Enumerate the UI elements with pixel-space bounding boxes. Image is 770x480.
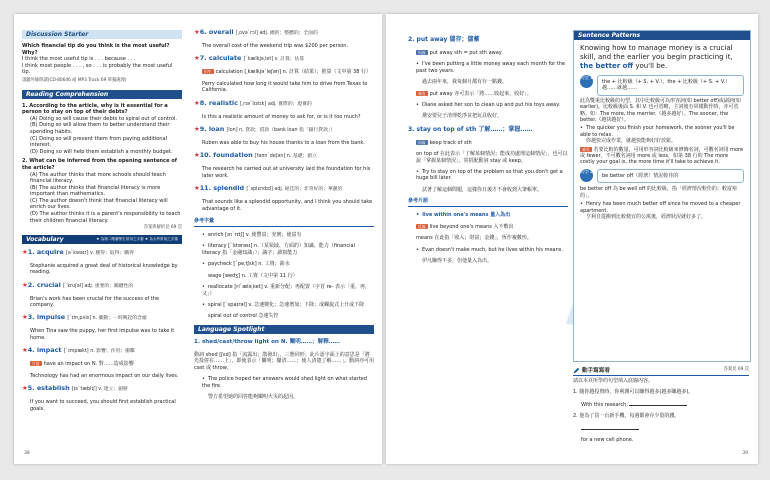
- reference-words-title: 參考字彙: [194, 218, 215, 225]
- intro-text-end: you'll be.: [633, 62, 668, 70]
- spotlight-desc: 動詞 shed [ʃɛd] 指「流露出；散發出」，三態同形；此片語字面上的意思是「將光投射在……上」，即使表示「闡明；釐清……；使人清楚了解……」。動詞亦可用 cast 或 throw。: [194, 351, 375, 371]
- supplement-tag: 補充: [582, 146, 590, 152]
- ref-phrase-example-zh: 伊凡賺得不多，但他量入為出。: [422, 257, 493, 264]
- exercise-instruction: 請以本頁所學的句型填入底線內容。: [573, 378, 654, 384]
- language-spotlight-header: Language Spotlight: [194, 325, 374, 334]
- discussion-starter-header: Discussion Starter: [22, 30, 182, 39]
- sentence-patterns-header: Sentence Patterns: [574, 31, 750, 40]
- entry-number: 6.: [199, 28, 207, 36]
- star-icon: ★: [194, 151, 200, 160]
- reference-word: • enrich [ɪnˋrɪtʃ] v. 使豐富；充實；使富有: [194, 232, 374, 238]
- reference-word: wage [wedʒ] n. 工資（文中第 11 行）: [208, 272, 298, 279]
- pencil-icon: [573, 367, 580, 374]
- entry-pos: [lon] n. 貸款；借款（bank loan 指「銀行貸款」）: [226, 128, 336, 134]
- reading-answer-ref: 答案與解析見 69 頁: [143, 225, 182, 231]
- ref-phrase: • live within one's means 量入為出: [408, 212, 568, 218]
- pattern-1-example: • The quicker you finish your homework, the sooner you'll be able to relax.: [580, 125, 744, 138]
- entry-word: foundation: [213, 151, 253, 160]
- star-icon: ★: [194, 125, 200, 134]
- entry-phrase: calculation [ˌkælkjəˋleʃən] n. 計算（結果）；推算（文中第 38 行）: [215, 69, 372, 76]
- putaway-line-2: put away 亦可表示「將……收起來，收好」。: [429, 90, 532, 97]
- entry-number: 1.: [27, 247, 35, 256]
- entry-pos: [ˌovəˋrɔl] adj. 總的；整體的；全面的: [235, 31, 318, 36]
- entry-number: 4.: [27, 346, 35, 355]
- entry-word: realistic: [208, 98, 238, 107]
- stayontop-example: • Try to stay on top of the problem so that you don't get a huge bill later.: [408, 169, 568, 182]
- spotlight-example: • The police hoped her answers would shed light on what started the fire.: [194, 376, 374, 389]
- vocab-entry-6: [194, 28, 374, 49]
- entry-pos: [faʊnˋdeʃən] n. 基礎；創立: [254, 154, 317, 160]
- reading-question-2: 2. What can be inferred from the opening sentence of the article?: [22, 158, 178, 171]
- vocab-entry-3: [22, 313, 182, 341]
- entry-example: When Tina saw the puppy, her first impulse was to take it home.: [30, 328, 175, 341]
- q1-option-a: (A) Doing so will cause their debts to spiral out of control.: [30, 115, 177, 122]
- star-icon: ★: [22, 280, 28, 289]
- spotlight-phrase: 1. shed/cast/throw light on N. 闡明……；解釋……: [194, 339, 340, 346]
- intro-highlight: the better off: [580, 62, 634, 70]
- entry-word: impulse: [36, 313, 66, 322]
- reading-question-1: 1. According to the article, why is it essential for a person to stay on top of their debts?: [22, 102, 168, 116]
- entry-pos: [ˋkælkjəˌlet] v. 計算；估算: [243, 57, 305, 63]
- reference-word: spiral out of control 急速失控: [208, 313, 279, 320]
- entry-example: The overall cost of the weekend trip was $200 per person.: [202, 43, 349, 49]
- sentence-patterns-box: [573, 30, 751, 362]
- vocab-entry-9: [194, 125, 374, 146]
- ref-phrase-desc: means 在此指「收入；財富；金錢」，恆作複數形。: [416, 235, 532, 242]
- star-icon: ★: [22, 346, 28, 355]
- entry-pos: [ˋsplɛndɪd] adj. 絕佳的；非常好的；華麗的: [246, 187, 343, 193]
- exercise-title-text: 動手寫寫看: [581, 368, 610, 374]
- entry-word: acquire: [36, 247, 64, 256]
- derivative-tag: 衍生: [204, 69, 212, 75]
- entry-example: The research he carried out at university laid the foundation for his later work.: [202, 166, 371, 179]
- star-icon: ★: [22, 313, 28, 322]
- entry-example: Brian's work has been crucial for the success of the company.: [30, 295, 160, 309]
- q2-option-b: (B) The author thinks that financial literacy is more important than mathematics.: [30, 184, 161, 198]
- exercise-q2: 2. 他為了買一台新手機，每週都會存少量的錢。: [573, 413, 680, 420]
- q1-option-b: (B) Doing so will allow them to better understand their spending habits.: [30, 122, 170, 135]
- pattern-2-example-zh: 亨利自從搬到比較便宜的公寓後，經濟狀況就好多了。: [586, 213, 707, 220]
- discussion-question: Which financial tip do you think is the most useful? Why?: [22, 43, 170, 56]
- vocab-entry-4: [22, 346, 182, 379]
- star-icon: ★: [22, 247, 28, 256]
- reference-word: • spiral [ˋspaɪrəl] v. 急速變化；急速增加；下降；成螺旋式上升或下降: [194, 302, 374, 308]
- entry-example: Ruben was able to buy his house thanks to a loan from the bank.: [202, 140, 365, 147]
- q2-option-d: (D) The author thinks it is a parent's responsibility to teach their children financial literacy.: [30, 211, 181, 224]
- star-icon: ★: [194, 184, 200, 193]
- star-icon: ★: [194, 28, 200, 36]
- pattern-1-formula: the + 比較級（+ S. + V.），the + 比較級（+ S. + V.） 越……就越……: [597, 75, 744, 96]
- entry-word: overall: [208, 28, 234, 36]
- exercise-q2-end: for a new cell phone.: [581, 437, 634, 444]
- pattern-1-note: 若要比較的數量，可用形容詞比較級來修飾名詞，可數名詞用 more 或 fewer，不可數名詞用 more 或 less，如第 38 行的 The more costly your goal is, the more time it'll take to achieve it.: [580, 146, 744, 166]
- pattern-1: [580, 75, 744, 96]
- entry-number: 3.: [27, 313, 35, 322]
- spotlight-example-zh: 警方希望她的回答能夠闡明火災的起因。: [208, 393, 299, 400]
- pattern-2-badge: 句型 2: [580, 169, 593, 182]
- q1-option-d: (D) Doing so will help them establish a monthly budget.: [30, 148, 173, 155]
- vocab-entry-2: [22, 281, 182, 309]
- entry-example: Perry calculated how long it would take him to drive from Texas to California.: [202, 80, 368, 94]
- exercise-title: [573, 366, 610, 374]
- reading-comprehension-header: Reading Comprehension: [22, 90, 182, 99]
- reference-divider: [194, 226, 374, 227]
- vocabulary-title: Vocabulary: [26, 235, 64, 243]
- intro-text: Knowing how to manage money is a crucial skill, and the earlier you begin practicing it,: [580, 44, 733, 61]
- phrase-tag: 片語: [32, 361, 40, 367]
- vocab-entry-10: [194, 151, 374, 179]
- exercise-section: [573, 366, 749, 448]
- discussion-line-2: I think most people . . . , so . . . is probably the most useful tip.: [22, 62, 173, 76]
- right-page-left-column: [408, 30, 568, 269]
- answer-blank-2[interactable]: [581, 425, 639, 430]
- synonym-tag: 同義: [418, 50, 426, 55]
- pattern-2: [580, 169, 744, 183]
- antonym-tag: 反義: [418, 223, 426, 229]
- putaway-example-zh: 過去兩年來，我每個月都有存一點錢。: [422, 79, 508, 86]
- entry-pos: [ˋɪmpækt] n. 影響；作用；衝擊: [63, 349, 135, 355]
- exercise-answer-ref: 答案見 69 頁: [723, 367, 749, 373]
- entry-phrase: have an impact on N. 對……造成影響: [43, 361, 134, 368]
- entry-example: Technology has had an enormous impact on our daily lives.: [30, 372, 179, 379]
- vocabulary-header: [22, 235, 182, 244]
- vocab-entry-8: [194, 99, 374, 120]
- q2-option-a: (A) The author thinks that more schools should teach financial literacy.: [30, 171, 166, 185]
- exercise-q1: 1. 隨你越投資時，你利潤可以賺得越多(越多賺越多)。: [573, 389, 694, 396]
- putaway-example: • I've been putting a little money away each month for the past two years.: [408, 61, 568, 74]
- entry-example: That sounds like a splendid opportunity, and I think you should take advantage of it.: [202, 199, 373, 212]
- supplement-tag: 補充: [418, 90, 426, 96]
- vocab-entry-11: [194, 184, 374, 212]
- discussion-line-1: I think the most useful tip is . . . because . . .: [22, 56, 136, 63]
- pattern-1-example-zh: 你越快完成作業，就越快能夠好好放鬆。: [586, 138, 677, 145]
- pattern-2-desc: be better off 為 be well off 的比較級，指「經濟情況較佳的；較富裕的」。: [580, 186, 737, 199]
- entry-example: Stephanie acquired a great deal of historical knowledge by reading.: [30, 262, 178, 276]
- entry-number: 2.: [27, 280, 35, 289]
- entry-word: calculate: [208, 54, 242, 63]
- vocabulary-legend: ★ 為第二階層學生常用之字彙 ★ 為大考常用之字彙: [96, 236, 178, 241]
- entry-number: 10.: [199, 151, 212, 160]
- entry-example: If you want to succeed, you should first establish practical goals.: [30, 399, 176, 412]
- answer-blank-1[interactable]: [629, 401, 687, 406]
- entry-number: 8.: [199, 98, 207, 107]
- discussion-note: 請聽外師朗讀(CD·80646 或 MP3 Track 69 單獨處理): [22, 77, 127, 83]
- entry-word: loan: [208, 125, 225, 134]
- pattern-1-badge: 句型 1: [580, 75, 593, 88]
- vocab-entry-5: [22, 384, 182, 412]
- synonym-tag: 同義: [418, 139, 426, 145]
- entry-number: 9.: [199, 125, 207, 134]
- star-icon: ★: [194, 98, 200, 107]
- entry-pos: [ɪsˋtæblɪʃ] v. 建立；創辦: [71, 387, 128, 393]
- exercise-header: [573, 366, 749, 376]
- reference-divider: [408, 206, 568, 207]
- entry-number: 11.: [199, 184, 212, 193]
- reference-word: • literacy [ˋlɪtərəsɪ] n.（某領域、方面的）知識、能力（financial literacy 指「金融知識」）；識字；讀寫能力: [194, 243, 374, 256]
- stayontop-line: keep track of sth: [429, 139, 472, 146]
- left-page-right-column: [194, 28, 374, 405]
- reference-word: • reallocate [riˋæləˌket] v. 重新分配；再配置（字首 re- 表示「重，再，又」）: [194, 284, 374, 297]
- entry-number: 5.: [27, 384, 35, 393]
- exercise-q1-prompt: With this research,: [581, 401, 628, 408]
- reference-phrases-title: 參考片語: [408, 198, 429, 205]
- pattern-2-formula: be better off（經濟）情況較佳的: [597, 169, 744, 183]
- left-page: [14, 14, 382, 464]
- putaway-example-2-zh: 黛安要兒子清理乾淨並把玩具收好。: [422, 113, 503, 120]
- vocab-entry-7: [194, 54, 374, 93]
- entry-word: establish: [36, 384, 70, 393]
- page-number-left: 38: [24, 451, 30, 456]
- star-icon: ★: [194, 54, 200, 63]
- left-column: [22, 30, 182, 417]
- putaway-phrase: 2. put away 儲存；儲蓄: [408, 36, 480, 43]
- stayontop-desc: on top of 在此表示「了解某個情況；能成功處理這個情況」，也可以說「掌握某個情況」。常搭配動詞 stay 或 keep。: [416, 151, 568, 164]
- star-icon: ★: [22, 384, 28, 393]
- entry-number: 7.: [199, 54, 207, 63]
- entry-word: impact: [36, 346, 62, 355]
- entry-pos: [ˌrɪəˋlɪstɪk] adj. 實際的；現實的: [240, 101, 312, 107]
- entry-word: splendid: [213, 184, 245, 193]
- putaway-line: put away sth = put sth away: [429, 50, 502, 56]
- reference-word: • paycheck [ˋpeˌtʃɛk] n. 工資；薪水: [194, 261, 374, 267]
- vocab-entry-1: [22, 248, 182, 276]
- pattern-2-example: • Henry has been much better off since he moved to a cheaper apartment.: [580, 201, 744, 214]
- q1-option-c: (C) Doing so will prevent them from paying additional interest.: [30, 135, 168, 149]
- entry-pos: [ˋkruʃəl] adj. 重要的；關鍵性的: [63, 283, 134, 289]
- ref-phrase-example: • Evan doesn't make much, but he lives within his means.: [408, 247, 568, 253]
- entry-pos: [əˋkwaɪr] v. 獲得；取得；購得: [65, 250, 134, 256]
- pattern-1-desc: 此為雙重比較級的句型，其中比較級可為形容詞(如 better off)或副詞(如 earlier)。比較級後面 S. 和 V. 也可省略。主詞後有同樣動作時，亦可省略。如：The more, the merrier.（越多越好）。The sooner, the better.（越快越好）。: [580, 97, 741, 124]
- entry-pos: [ˋɪmˌpʌls] n. 衝動；一時興起的念頭: [67, 316, 147, 322]
- entry-word: crucial: [36, 280, 61, 289]
- page-number-right: 39: [742, 451, 748, 456]
- sentence-patterns-intro: [580, 44, 744, 71]
- right-page: [386, 14, 758, 464]
- stayontop-example-zh: 試著了解這個問題，這樣你日後才不會收到大筆帳單。: [422, 186, 543, 193]
- entry-example: Is this a realistic amount of money to ask for, or is it too much?: [202, 113, 361, 120]
- q2-option-c: (C) The author doesn't think that financial literacy will enrich our lives.: [30, 197, 168, 211]
- ref-phrase-antonym: live beyond one's means 入不敷出: [429, 223, 514, 230]
- putaway-example-2: • Diane asked her son to clean up and put his toys away.: [408, 102, 568, 108]
- stayontop-phrase: 3. stay on top of sth 了解……；掌握……: [408, 125, 533, 133]
